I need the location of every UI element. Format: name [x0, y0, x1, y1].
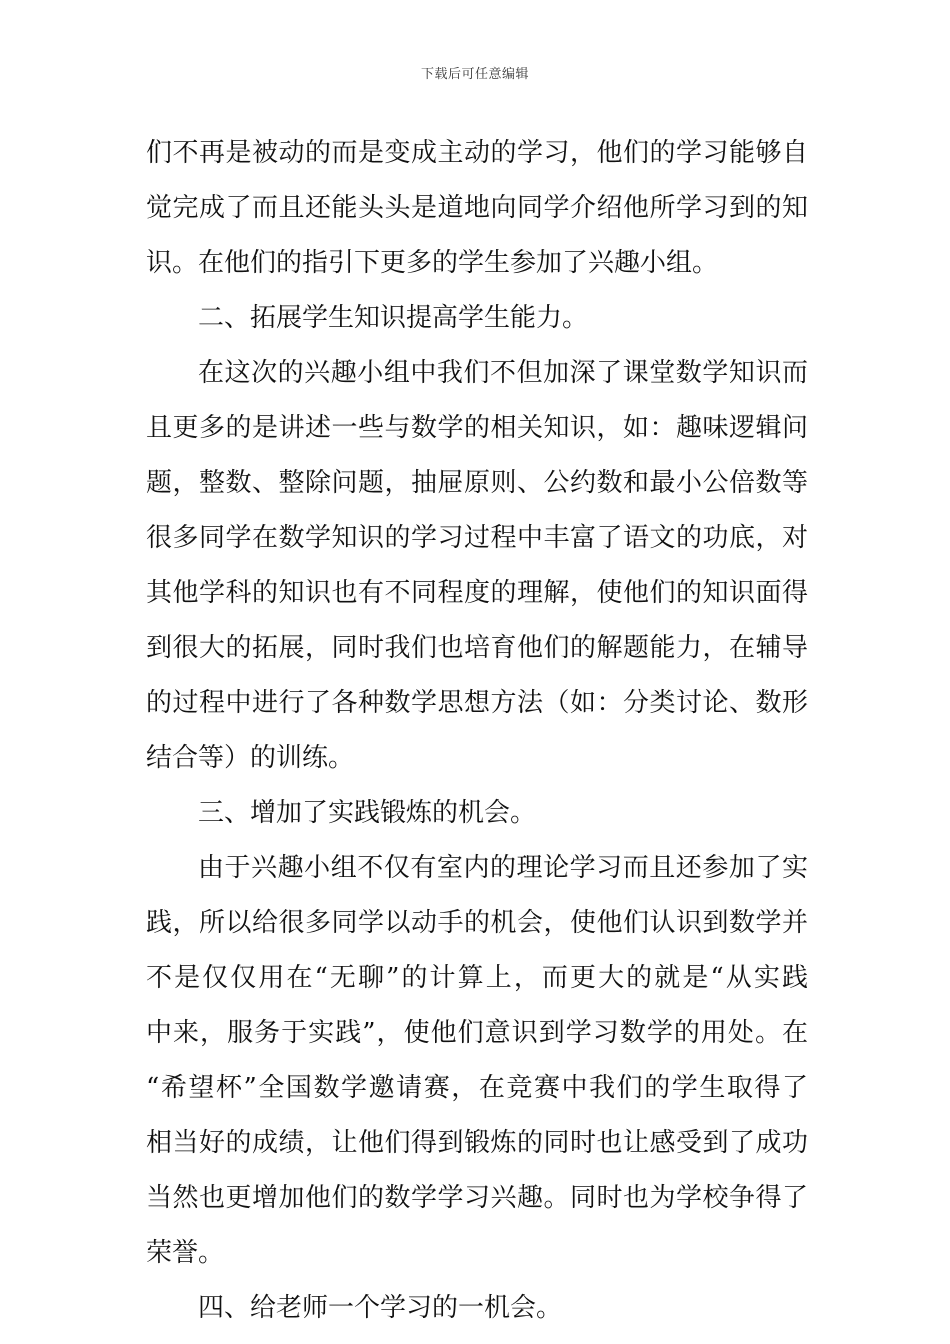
text-line: 结合等）的训练。 — [146, 743, 355, 773]
text-line: 相当好的成绩，让他们得到锻炼的同时也让感受到了成功 — [146, 1128, 808, 1158]
text-line: “希望杯”全国数学邀请赛，在竞赛中我们的学生取得了 — [146, 1073, 808, 1103]
section-heading: 三、增加了实践锻炼的机会。 — [198, 798, 537, 828]
text-line: 其他学科的知识也有不同程度的理解，使他们的知识面得 — [146, 578, 808, 608]
text-line: 觉完成了而且还能头头是道地向同学介绍他所学习到的知 — [146, 193, 808, 223]
page-header: 下载后可任意编辑 — [420, 67, 529, 82]
text-line: 识。在他们的指引下更多的学生参加了兴趣小组。 — [146, 248, 719, 278]
text-line: 不是仅仅用在“无聊”的计算上，而更大的就是“从实践 — [146, 963, 808, 993]
text-line: 当然也更增加他们的数学学习兴趣。同时也为学校争得了 — [146, 1183, 808, 1213]
text-line: 题，整数、整除问题，抽屉原则、公约数和最小公倍数等 — [146, 468, 808, 498]
text-line: 践，所以给很多同学以动手的机会，使他们认识到数学并 — [146, 908, 808, 938]
text-line: 很多同学在数学知识的学习过程中丰富了语文的功底，对 — [146, 523, 808, 553]
section-heading: 二、拓展学生知识提高学生能力。 — [198, 303, 589, 333]
text-line: 在这次的兴趣小组中我们不但加深了课堂数学知识而 — [198, 358, 808, 388]
document-body — [146, 126, 808, 1336]
section-heading: 四、给老师一个学习的一机会。 — [198, 1293, 563, 1323]
text-line: 们不再是被动的而是变成主动的学习，他们的学习能够自 — [146, 138, 808, 168]
text-line: 荣誉。 — [146, 1238, 225, 1268]
text-line: 中来，服务于实践”，使他们意识到学习数学的用处。在 — [146, 1018, 808, 1048]
text-line: 且更多的是讲述一些与数学的相关知识，如：趣味逻辑问 — [146, 413, 808, 443]
text-line: 由于兴趣小组不仅有室内的理论学习而且还参加了实 — [198, 853, 808, 883]
text-line: 到很大的拓展，同时我们也培育他们的解题能力，在辅导 — [146, 633, 808, 663]
text-line: 的过程中进行了各种数学思想方法（如：分类讨论、数形 — [146, 688, 808, 718]
